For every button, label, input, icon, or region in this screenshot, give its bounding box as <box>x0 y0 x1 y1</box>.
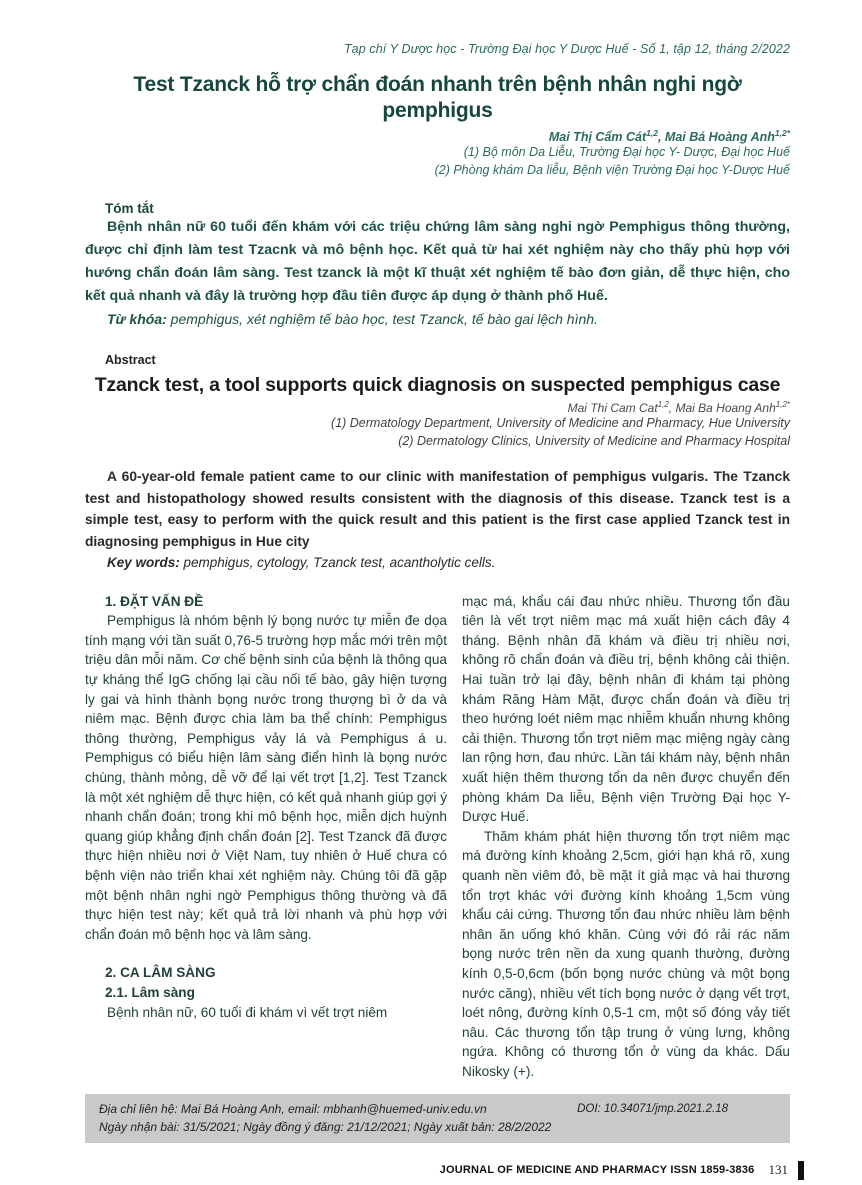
author-2-vi: Mai Bá Hoàng Anh <box>664 130 775 145</box>
author-separator: , <box>657 130 665 145</box>
body-column-left <box>85 592 447 1082</box>
section-2-paragraph-start: Bệnh nhân nữ, 60 tuổi đi khám vì vết trợt niêm <box>107 1004 388 1020</box>
author-2-en: Mai Ba Hoang Anh <box>675 401 776 416</box>
author-1-affil-marker-en: 1,2 <box>657 400 669 410</box>
keywords-text-vi: pemphigus, xét nghiệm tế bào học, test Tzanck, tế bào gai lệch hình. <box>166 311 598 328</box>
keywords-label-vi: Từ khóa: <box>107 311 167 328</box>
correspondence-contact: Địa chỉ liên hệ: Mai Bá Hoàng Anh, email: mbhanh@huemed-univ.edu.vn <box>99 1101 487 1116</box>
body-column-right <box>462 592 790 1082</box>
doi-text: DOI: 10.34071/jmp.2021.2.18 <box>577 1102 728 1115</box>
authors-en <box>85 400 790 415</box>
keywords-label-en: Key words: <box>107 555 180 571</box>
affiliation-2-en: (2) Dermatology Clinics, University of Medicine and Pharmacy Hospital <box>398 433 790 448</box>
journal-name-footer: JOURNAL OF MEDICINE AND PHARMACY ISSN 1859-3836 <box>439 1164 755 1176</box>
page-number-bar <box>798 1161 804 1180</box>
section-2-heading: 2. CA LÂM SÀNG <box>105 965 216 981</box>
affiliation-2-vi: (2) Phòng khám Da liễu, Bệnh viện Trường Đại học Y-Dược Huế <box>434 162 790 177</box>
case-paragraph-2: Thăm khám phát hiện thương tổn trợt niêm mạc má đường kính khoảng 2,5cm, giới hạn khá rõ, xung quanh nền viêm đỏ, bề mặt ít giả mạc và hai thương tổn trợt khác với đường kính khoảng 1,5cm vùng khẩu cái cứng. Thương tổn đau nhức nhiều làm bệnh nhân ăn uống khó khăn. Cùng với đó rải rác năm bọng nước trên nền da xung quanh thường, đường kính 0,5-0,6cm (bốn bọng nước chùng và một bọng nước căng), nhiều vết tích bọng nước ở dạng vết trợt, loét nông, đường kính 0,5-1 cm, một số đóng vảy tiết nâu. Các thương tổn tập trung ở vùng lưng, không ngứa. Không có thương tổn ở vùng da khác. Dấu Nikosky (+). <box>462 828 790 1079</box>
keywords-line-vi <box>85 308 790 331</box>
abstract-heading-en: Abstract <box>105 353 156 368</box>
affiliation-1-en: (1) Dermatology Department, University of Medicine and Pharmacy, Hue University <box>331 416 790 431</box>
journal-header-line: Tạp chí Y Dược học - Trường Đại học Y Dược Huế - Số 1, tập 12, tháng 2/2022 <box>343 42 790 56</box>
author-2-affil-marker-en: 1,2* <box>775 400 790 410</box>
correspondence-box <box>85 1094 790 1143</box>
author-separator-en: , <box>668 401 676 416</box>
paper-title-en: Tzanck test, a tool supports quick diagnosis on suspected pemphigus case <box>94 374 781 397</box>
two-column-body <box>85 592 790 1082</box>
section-1-paragraph: Pemphigus là nhóm bệnh lý bọng nước tự miễn đe dọa tính mạng với tần suất 0,76-5 trường hợp mắc mới trên một triệu dân mỗi năm. Cơ chế bệnh sinh của bệnh là thông qua tự kháng thể IgG chống lại cầu nối tế bào, gây hiện tượng ly gai và hình thành bọng nước trong thượng bì ở da và niêm mạc. Bệnh được chia làm ba thể chính: Pemphigus thông thường, Pemphigus vảy lá và Pemphigus á u. Pemphigus có biểu hiện lâm sàng điển hình là bọng nước chùng, thành mỏng, dễ vỡ để lại vết trợt [1,2]. Test Tzanck là một xét nghiệm dễ thực hiện, có kết quả nhanh giúp gợi ý nhanh chẩn đoán; trong khi mô bệnh học, miễn dịch huỳnh quang giúp khẳng định chẩn đoán [2]. Test Tzanck đã được thực hiện nhiều nơi ở Việt Nam, tuy nhiên ở Huế chưa có bệnh viện nào triển khai xét nghiệm này. Chúng tôi đã gặp một bệnh nhân nghi ngờ Pemphigus thông thường và đã thực hiện test này; kết quả trả lời nhanh và phù hợp với chẩn đoán mô bệnh học và lâm sàng. <box>85 613 447 942</box>
abstract-heading-vi: Tóm tắt <box>105 201 154 217</box>
author-1-en: Mai Thi Cam Cat <box>567 401 658 416</box>
page-footer <box>85 1161 804 1180</box>
page-number: 131 <box>768 1162 788 1177</box>
affiliation-1-vi: (1) Bộ môn Da Liễu, Trường Đại học Y- Dược, Đại học Huế <box>463 145 790 160</box>
author-1-affil-marker: 1,2 <box>646 128 658 138</box>
abstract-text-en: A 60-year-old female patient came to our clinic with manifestation of pemphigus vulgaris. The Tzanck test and histopathology showed results consistent with the diagnosis of this disease. Tzanck test is a simple test, easy to perform with the quick result and this patient is the first case applied Tzanck test in diagnosing pemphigus in Hue city <box>85 469 790 549</box>
abstract-text-vi: Bệnh nhân nữ 60 tuổi đến khám với các triệu chứng lâm sàng nghi ngờ Pemphigus thông thường, được chỉ định làm test Tzacnk và mô bệnh học. Kết quả từ hai xét nghiệm này cho thấy phù hợp với hướng chẩn đoán lâm sàng. Test tzanck là một kĩ thuật xét nghiệm tế bào đơn giản, dễ thực hiện, cho kết quả nhanh và đây là trường hợp đầu tiên được áp dụng ở thành phố Huế. <box>85 219 790 305</box>
section-1-heading: 1. ĐẶT VẤN ĐỀ <box>105 593 204 609</box>
paper-title-vi: Test Tzanck hỗ trợ chẩn đoán nhanh trên bệnh nhân nghi ngờ pemphigus <box>133 73 742 122</box>
section-2-1-heading: 2.1. Lâm sàng <box>105 984 195 1000</box>
author-2-affil-marker: 1,2* <box>774 128 790 138</box>
authors-vi <box>85 128 790 144</box>
keywords-text-en: pemphigus, cytology, Tzanck test, acantholytic cells. <box>179 555 496 571</box>
keywords-line-en <box>85 552 790 574</box>
author-1-vi: Mai Thị Cẩm Cát <box>548 130 647 145</box>
correspondence-row <box>99 1100 778 1118</box>
case-paragraph-1: mạc má, khẩu cái đau nhức nhiều. Thương tổn đầu tiên là vết trợt niêm mạc má xuất hiện cách đây 4 tháng. Bệnh nhân đã khám và điều trị nhiều nơi, không rõ chẩn đoán và điều trị, bệnh không cải thiện. Hai tuần trở lại đây, bệnh nhân đi khám tại phòng khám Răng Hàm Mặt, được chẩn đoán và điều trị theo hướng loét niêm mạc nhiễm khuẩn nhưng không cải thiện. Thương tổn trợt niêm mạc miệng ngày càng lan rộng hơn, đau nhức. Lần tái khám này, bệnh nhân xuất hiện thêm thương tổn da nên được chuyển đến phòng khám Da liễu, Bệnh viện Trường Đại học Y-Dược Huế. <box>462 593 790 825</box>
submission-dates: Ngày nhận bài: 31/5/2021; Ngày đồng ý đăng: 21/12/2021; Ngày xuất bản: 28/2/2022 <box>99 1119 552 1134</box>
